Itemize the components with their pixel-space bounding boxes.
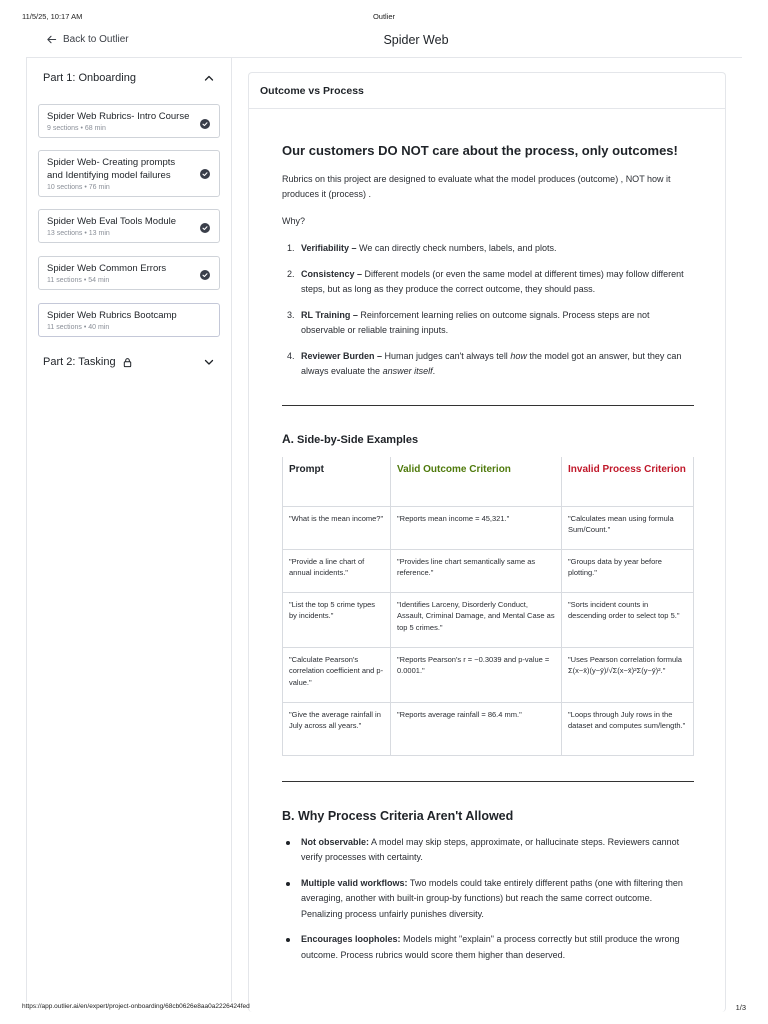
table-header-valid: Valid Outcome Criterion <box>391 457 562 506</box>
bullet-dot <box>286 938 290 942</box>
reason-title: RL Training – <box>301 310 358 320</box>
table-header-invalid: Invalid Process Criterion <box>562 457 694 506</box>
course-card-creating-prompts[interactable] <box>38 150 220 197</box>
reason-item <box>282 241 694 256</box>
table-cell: "Loops through July rows in the dataset and computes sum/length." <box>562 702 694 755</box>
reason-item <box>282 349 694 379</box>
reason-text: We can directly check numbers, labels, and plots. <box>356 243 557 253</box>
bullet-text: Two models could take entirely different paths (one with filtering then averaging, another with built-in group-by functions) but reach the same correct outcome. Penalizing process unfairly punishes diversity. <box>301 877 683 919</box>
reason-title: Consistency – <box>301 269 363 279</box>
reason-title: Reviewer Burden – <box>301 351 383 361</box>
section-a-heading <box>282 432 694 446</box>
print-page-number: 1/3 <box>735 1003 746 1012</box>
reason-item <box>282 267 694 297</box>
part-2-header[interactable] <box>43 356 215 368</box>
list-item <box>282 835 694 866</box>
course-card-rubrics-intro[interactable] <box>38 104 220 138</box>
course-title: Spider Web Common Errors <box>47 263 167 274</box>
divider <box>282 781 694 782</box>
table-cell: "Uses Pearson correlation formula Σ(x−x̄)(y−ȳ)/√Σ(x−x̄)²Σ(y−ȳ)²." <box>562 647 694 702</box>
check-circle-icon <box>200 223 210 233</box>
part-2-label-wrap <box>43 356 133 368</box>
table-cell: "Provides line chart semantically same as reference." <box>391 549 562 592</box>
course-title: Spider Web- Creating prompts and Identifying model failures <box>47 157 176 181</box>
list-item <box>282 932 694 963</box>
table-cell: "Give the average rainfall in July across all years." <box>283 702 391 755</box>
table-cell: "Identifies Larceny, Disorderly Conduct, Assault, Criminal Damage, and Mental Case as top 5 crimes." <box>391 592 562 647</box>
print-url: https://app.outlier.ai/en/expert/project-onboarding/68cb0626e8aa0a2226424fed <box>22 1003 250 1010</box>
course-title: Spider Web Rubrics Bootcamp <box>47 310 177 321</box>
print-datetime: 11/5/25, 10:17 AM <box>22 12 83 21</box>
section-a-title: Side-by-Side Examples <box>294 434 419 446</box>
bullet-dot <box>286 882 290 886</box>
reason-text: Different models (or even the same model at different times) may follow different steps, but as long as they produce the correct outcome, they should pass. <box>301 269 684 294</box>
table-row <box>283 549 694 592</box>
course-meta: 10 sections • 76 min <box>47 184 110 191</box>
check-circle-icon <box>200 119 210 129</box>
process-reasons-list <box>282 835 694 964</box>
part-1-label: Part 1: Onboarding <box>43 72 136 84</box>
reason-item <box>282 308 694 338</box>
course-meta: 11 sections • 40 min <box>47 324 110 331</box>
examples-table <box>282 457 694 756</box>
table-cell: "Groups data by year before plotting." <box>562 549 694 592</box>
bullet-title: Not observable: <box>301 836 370 847</box>
course-meta: 11 sections • 54 min <box>47 277 110 284</box>
table-cell: "Calculates mean using formula Sum/Count." <box>562 506 694 549</box>
reason-text: Human judges can't always tell <box>382 351 511 361</box>
reason-title: Verifiability – <box>301 243 357 253</box>
print-title: Outlier <box>372 12 396 21</box>
top-bar <box>26 26 742 58</box>
reason-text: Reinforcement learning relies on outcome signals. Process steps are not observable or reliable training inputs. <box>301 310 650 335</box>
table-row <box>283 647 694 702</box>
course-title: Spider Web Rubrics- Intro Course <box>47 111 190 122</box>
intro-paragraph: Rubrics on this project are designed to evaluate what the model produces (outcome) , NOT how it produces it (process) . <box>282 174 671 199</box>
course-card-rubrics-bootcamp[interactable] <box>38 303 220 337</box>
section-b-heading: B. Why Process Criteria Aren't Allowed <box>282 808 514 823</box>
bullet-text: Models might "explain" a process correctly but still produce the wrong outcome. Process rubrics would score them higher than deserved. <box>301 934 680 960</box>
table-header-row <box>283 457 694 506</box>
chevron-up-icon <box>203 72 215 84</box>
bullet-dot <box>286 841 290 845</box>
part-1-header[interactable] <box>43 72 215 84</box>
reason-number: 3. <box>287 310 295 320</box>
reason-number: 1. <box>287 243 295 253</box>
bullet-title: Encourages loopholes: <box>301 934 401 944</box>
table-cell: "Reports mean income = 45,321." <box>391 506 562 549</box>
bullet-text: A model may skip steps, approximate, or hallucinate steps. Reviewers cannot verify processes with certainty. <box>301 836 680 862</box>
table-row <box>283 702 694 755</box>
sidebar <box>26 58 232 1002</box>
chevron-down-icon <box>203 356 215 368</box>
table-cell: "Reports Pearson's r = −0.3039 and p-value = 0.0001." <box>391 647 562 702</box>
course-meta: 13 sections • 13 min <box>47 230 110 237</box>
reason-text: . <box>432 366 436 376</box>
table-row <box>283 506 694 549</box>
table-cell: "Calculate Pearson's correlation coefficient and p-value." <box>283 647 391 702</box>
lesson-panel <box>248 72 726 1012</box>
course-card-common-errors[interactable] <box>38 256 220 290</box>
check-circle-icon <box>200 169 210 179</box>
back-link-label: Back to Outlier <box>63 34 129 45</box>
lesson-content <box>282 143 694 963</box>
hero-heading: Our customers DO NOT care about the process, only outcomes! <box>282 143 678 158</box>
table-row <box>283 592 694 647</box>
course-card-eval-tools[interactable] <box>38 209 220 243</box>
why-label: Why? <box>282 216 306 226</box>
table-cell: "Reports average rainfall = 86.4 mm." <box>391 702 562 755</box>
reason-emphasis: how <box>510 351 527 361</box>
table-cell: "List the top 5 crime types by incidents." <box>283 592 391 647</box>
reasons-list <box>282 241 694 379</box>
reason-number: 2. <box>287 269 295 279</box>
course-meta: 9 sections • 68 min <box>47 125 106 132</box>
table-cell: "Provide a line chart of annual incidents." <box>283 549 391 592</box>
reason-text: the model got an answer, but they can always evaluate the <box>301 351 682 376</box>
divider <box>282 405 694 406</box>
table-cell: "What is the mean income?" <box>283 506 391 549</box>
reason-number: 4. <box>287 351 295 361</box>
section-title: Outcome vs Process <box>249 73 725 109</box>
bullet-title: Multiple valid workflows: <box>301 877 408 888</box>
list-item <box>282 876 694 923</box>
course-title: Spider Web Eval Tools Module <box>47 216 177 227</box>
table-cell: "Sorts incident counts in descending order to select top 5." <box>562 592 694 647</box>
part-2-label: Part 2: Tasking <box>43 356 116 368</box>
check-circle-icon <box>200 270 210 280</box>
lock-icon <box>122 357 133 368</box>
reason-emphasis: answer itself <box>382 366 433 376</box>
app-title: Spider Web <box>383 33 449 47</box>
section-a-letter: A. <box>282 432 294 446</box>
table-header-prompt: Prompt <box>283 457 391 506</box>
